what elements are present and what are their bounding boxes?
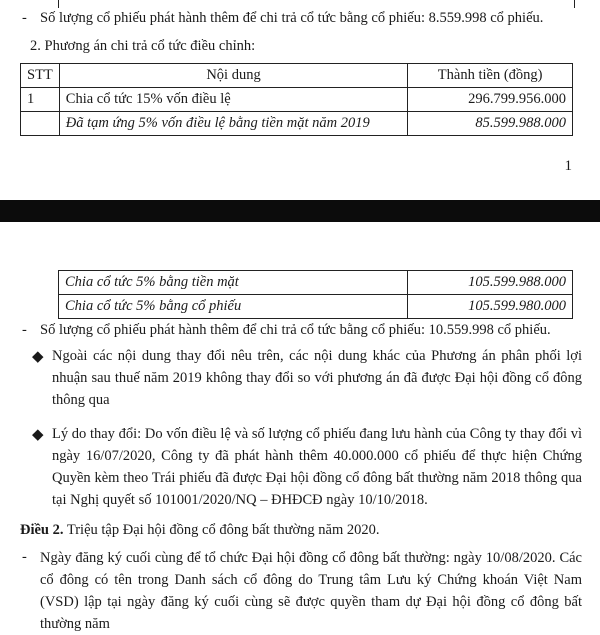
bullet-marker: ◆: [32, 427, 44, 443]
cell-amount: 296.799.956.000: [408, 88, 573, 112]
article2-heading: [20, 522, 379, 539]
page-number: 1: [564, 158, 572, 174]
table-row: [59, 271, 573, 295]
section2-title: 2. Phương án chi trả cổ tức điều chỉnh:: [30, 38, 256, 54]
article2-text: Triệu tập Đại hội đồng cổ đông bất thường năm 2020.: [63, 522, 380, 538]
last-paragraph: Ngày đăng ký cuối cùng để tổ chức Đại hội đồng cổ đông bất thường: ngày 10/08/2020. Các cổ đông có tên trong Danh sách cổ đông do Trung tâm Lưu ký Chứng khoán Việt Nam (VSD) lập tại ngày đăng ký cuối cùng sẽ được quyền tham dự Đại hội đồng cổ đông bất thường năm: [40, 550, 582, 632]
page-gap: [0, 200, 600, 222]
dash-marker: -: [22, 322, 27, 338]
cut-table-border: [58, 0, 575, 8]
cell-content: Chia cổ tức 5% bằng cổ phiếu: [59, 295, 408, 319]
shares-line: Số lượng cổ phiếu phát hành thêm để chi trả cổ tức bằng cổ phiếu: 10.559.998 cổ phiếu.: [40, 322, 551, 338]
dividend-table-continued: [58, 270, 573, 319]
header-amount: Thành tiền (đồng): [408, 64, 573, 88]
cell-amount: 105.599.988.000: [408, 271, 573, 295]
cell-amount: 85.599.988.000: [408, 112, 573, 136]
cut-table-remnant: [0, 0, 600, 8]
table-row: [21, 112, 573, 136]
cell-content: Đã tạm ứng 5% vốn điều lệ bằng tiền mặt năm 2019: [59, 112, 407, 136]
table-header-row: [21, 64, 573, 88]
cell-content: Chia cổ tức 15% vốn điều lệ: [59, 88, 407, 112]
article2-label: Điều 2.: [20, 522, 64, 538]
header-stt: STT: [21, 64, 60, 88]
header-content: Nội dung: [59, 64, 407, 88]
table-row: [59, 295, 573, 319]
cell-amount: 105.599.980.000: [408, 295, 573, 319]
table-row: [21, 88, 573, 112]
dividend-table: [20, 63, 573, 136]
bullet-paragraph-1: Ngoài các nội dung thay đổi nêu trên, các nội dung khác của Phương án phân phối lợi nhuận sau thuế năm 2019 không thay đổi so với phương án đã được Đại hội đồng cổ đông thông qua: [52, 348, 582, 408]
bullet-marker: ◆: [32, 349, 44, 365]
top-shares-line: Số lượng cổ phiếu phát hành thêm để chi trả cổ tức bằng cổ phiếu: 8.559.998 cổ phiếu.: [40, 10, 544, 26]
dash-marker: -: [22, 549, 27, 565]
cell-stt: 1: [21, 88, 60, 112]
cell-stt: [21, 112, 60, 136]
bullet-paragraph-2: Lý do thay đổi: Do vốn điều lệ và số lượng cổ phiếu đang lưu hành của Công ty thay đổi vì ngày 16/07/2020, Công ty đã phát hành thêm 40.000.000 cổ phiếu để thực hiện Chứng Quyền kèm theo Trái phiếu đã được Đại hội đồng cổ đông bất thường năm 2018 thông qua tại Nghị quyết số 101001/2020/NQ – ĐHĐCĐ ngày 10/10/2018.: [52, 426, 582, 508]
cell-content: Chia cổ tức 5% bằng tiền mặt: [59, 271, 408, 295]
dash-marker: -: [22, 10, 27, 26]
